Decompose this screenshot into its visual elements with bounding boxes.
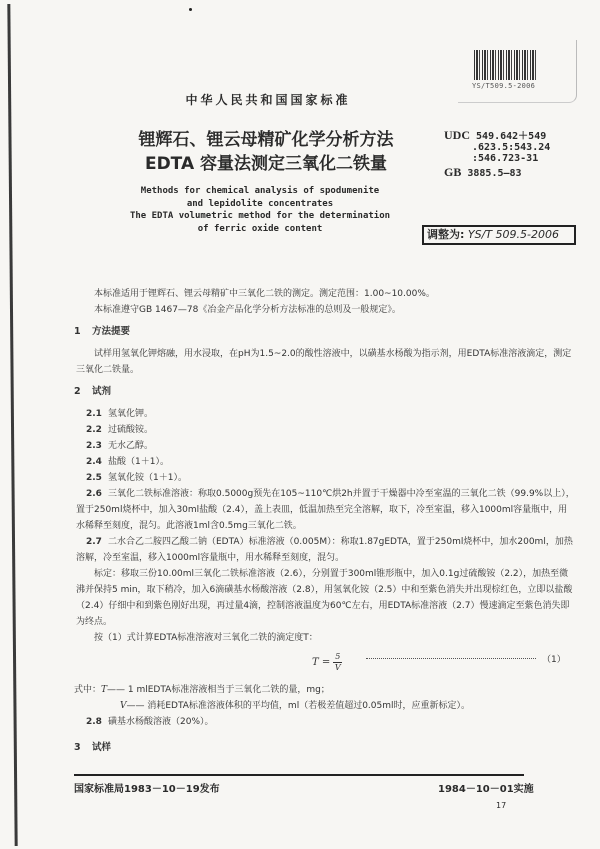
section-1-heading	[74, 324, 576, 340]
binding-rule	[7, 4, 17, 846]
variable-description: —— 1 mlEDTA标准溶液相当于三氧化二铁的量，mg；	[107, 685, 330, 695]
compliance-paragraph: 本标准遵守GB 1467—78《冶金产品化学分析方法标准的总则及一般规定》。	[94, 305, 401, 315]
english-title-line1: Methods for chemical analysis of spodumenite	[140, 186, 380, 196]
section-number: 1	[74, 326, 81, 337]
section-title: 试剂	[92, 386, 112, 397]
reagent-item-long	[76, 486, 576, 534]
section-title: 方法提要	[92, 326, 131, 337]
udc-line1: 549.642＋549	[476, 131, 547, 142]
method-summary: 试样用氢氧化钾熔融，用水浸取，在pH为1.5~2.0的酸性溶液中，以磺基水杨酸为指示剂，用EDTA标准溶液滴定，测定三氧化二铁量。	[76, 349, 572, 375]
udc-line3: :546.723-31	[472, 153, 539, 164]
footer-divider	[74, 774, 524, 776]
item-number: 2.2	[86, 425, 102, 435]
variable-symbol: V	[120, 701, 127, 711]
page-number: 17	[496, 801, 507, 810]
barcode-text: YS/T509.5-2006	[472, 82, 536, 90]
section-number: 3	[74, 742, 81, 753]
item-text: 氢氧化铵（1＋1）。	[108, 473, 187, 483]
chinese-title-line2: EDTA 容量法测定三氧化二铁量	[144, 154, 388, 174]
english-title-line4: of ferric oxide content	[197, 223, 323, 234]
udc-label: UDC	[444, 128, 470, 142]
equation-number: （1）	[542, 655, 566, 665]
item-text: 盐酸（1＋1）。	[108, 457, 169, 467]
formula-fraction	[333, 652, 342, 673]
item-text: 氢氧化钾。	[108, 409, 154, 419]
english-title-line2: and lepidolite concentrates	[186, 198, 334, 209]
section-title: 试样	[92, 742, 112, 753]
effective-date: 1984－10－01实施	[438, 784, 534, 795]
item-number: 2.1	[86, 409, 102, 419]
gb-label: GB	[444, 165, 462, 179]
numerator: 5	[335, 652, 341, 661]
item-text: 磺基水杨酸溶液（20%）。	[108, 717, 214, 727]
item-number: 2.6	[86, 489, 102, 499]
variable-description: —— 消耗EDTA标准溶液体积的平均值，ml（若极差值超过0.05ml时，应重新标定）。	[126, 701, 471, 711]
reagent-item-long	[76, 534, 576, 566]
section-2-heading	[74, 384, 576, 400]
formula-1	[76, 650, 576, 676]
variable-definition-T	[74, 682, 576, 698]
item-number: 2.7	[86, 537, 102, 547]
denominator: V	[334, 663, 341, 672]
variable-definition-V	[76, 698, 576, 714]
reagent-item	[76, 438, 576, 454]
item-number: 2.8	[86, 717, 102, 727]
section-3-heading	[74, 740, 576, 756]
document-body	[76, 286, 576, 762]
section-number: 2	[74, 386, 81, 397]
item-number: 2.3	[86, 441, 102, 451]
udc-line2: .623.5:543.24	[472, 142, 551, 153]
reagent-item	[76, 714, 576, 730]
item-text: 二水合乙二胺四乙酸二钠（EDTA）标准溶液（0.005M）：称取1.87gEDTA，置于250ml烧杯中，加水200ml，加热溶解，冷至室温，移入1000ml容量瓶中，用水稀释至刻度，混匀。	[76, 537, 573, 563]
chinese-title	[116, 128, 416, 176]
classification-block	[444, 130, 550, 179]
formula-expression	[312, 652, 342, 673]
formula-lhs: T =	[312, 656, 331, 668]
gb-number: 3885.5—83	[467, 168, 522, 179]
adjusted-standard-stamp	[422, 225, 576, 245]
leader-dots	[366, 658, 536, 659]
scope-paragraph: 本标准适用于锂辉石、锂云母精矿中三氧化二铁的测定。测定范围：1.00~10.00%。	[94, 289, 435, 299]
item-number: 2.5	[86, 473, 102, 483]
item-text: 无水乙醇。	[108, 441, 154, 451]
where-label: 式中：	[74, 685, 102, 695]
english-title	[100, 185, 420, 235]
calibration-paragraph: 标定：移取三份10.00ml三氧化二铁标准溶液（2.6），分别置于300ml锥形瓶中，加入0.1g过硫酸铵（2.2），加热至微沸并保持5 min，取下稍冷，加入6滴磺基水杨酸溶液（2.8），用氢氧化铵（2.5）中和至紫色消失并出现棕红色，立即以盐酸（2.4）仔细中和到紫色刚好出现，再过量4滴，控制溶液温度为60℃左右，用EDTA标准溶液（2.7）慢速滴定至紫色消失即为终点。	[76, 569, 573, 627]
barcode-icon	[474, 50, 538, 80]
adjust-value: YS/T 509.5-2006	[467, 228, 559, 241]
reagent-item	[76, 470, 576, 486]
chinese-title-line1: 锂辉石、锂云母精矿化学分析方法	[138, 130, 394, 150]
reagent-item	[76, 422, 576, 438]
issue-date: 国家标准局1983－10－19发布	[74, 784, 220, 795]
ink-speck	[189, 8, 192, 11]
reagent-item	[76, 406, 576, 422]
variable-symbol: T	[101, 685, 108, 695]
calculation-intro: 按（1）式计算EDTA标准溶液对三氧化二铁的滴定度T：	[94, 633, 318, 643]
item-text: 三氧化二铁标准溶液：称取0.5000g预先在105~110℃烘2h并置于干燥器中冷至室温的三氧化二铁（99.9%以上），置于250ml烧杯中，加入30ml盐酸（2.4），盖上表皿，低温加热至完全溶解，取下，冷至室温，移入1000ml容量瓶中，用水稀释至刻度，混匀。此溶液1ml含0.5mg三氧化二铁。	[76, 489, 575, 531]
adjust-label: 调整为:	[427, 228, 465, 241]
english-title-line3: The EDTA volumetric method for the determination	[129, 211, 391, 221]
reagent-item	[76, 454, 576, 470]
item-text: 过硫酸铵。	[108, 425, 154, 435]
national-standard-heading: 中华人民共和国国家标准	[185, 93, 351, 107]
item-number: 2.4	[86, 457, 102, 467]
